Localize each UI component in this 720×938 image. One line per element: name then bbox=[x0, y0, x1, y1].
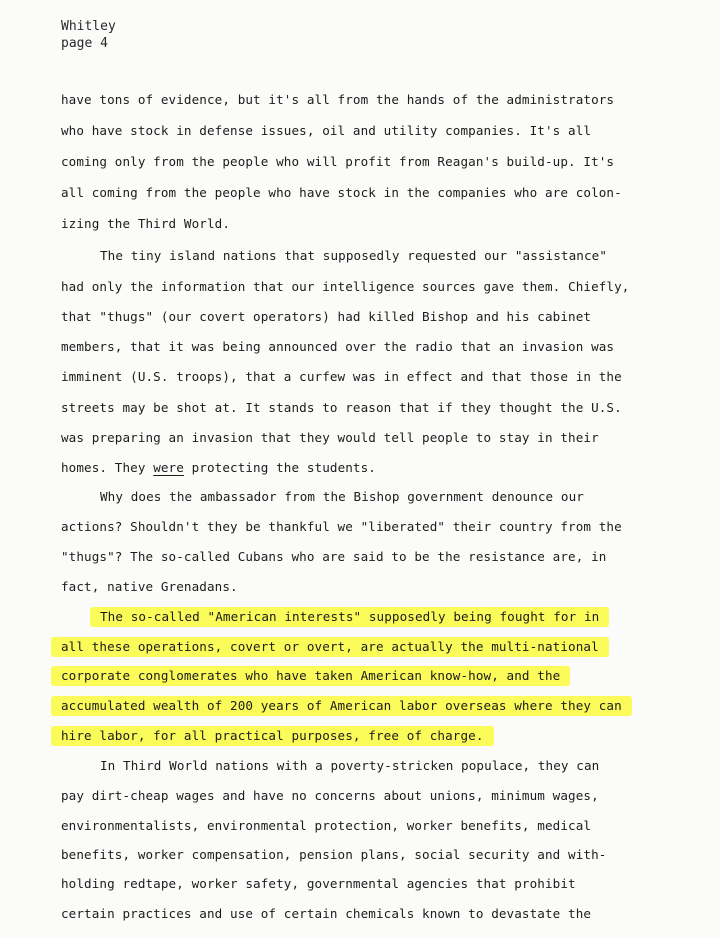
text-line: imminent (U.S. troops), that a curfew was in effect and that those in the bbox=[61, 369, 622, 384]
highlight-mark: corporate conglomerates who have taken American know-how, and the bbox=[51, 666, 570, 686]
text-line: environmentalists, environmental protection, worker benefits, medical bbox=[61, 818, 592, 833]
highlight-mark: accumulated wealth of 200 years of American labor overseas where they can bbox=[51, 696, 632, 716]
text-line: coming only from the people who will profit from Reagan's build-up. It's bbox=[61, 154, 615, 169]
text-line: had only the information that our intelligence sources gave them. Chiefly, bbox=[61, 279, 630, 294]
paragraph-start-line: In Third World nations with a poverty-stricken populace, they can bbox=[100, 758, 600, 773]
underlined-word: were bbox=[153, 460, 184, 475]
highlight-mark: hire labor, for all practical purposes, free of charge. bbox=[51, 726, 494, 746]
text-line: certain practices and use of certain chemicals known to devastate the bbox=[61, 906, 592, 921]
text-line: all coming from the people who have stock in the companies who are colon- bbox=[61, 185, 622, 200]
highlighted-line bbox=[100, 608, 609, 626]
text-line: actions? Shouldn't they be thankful we "liberated" their country from the bbox=[61, 519, 622, 534]
page-number: page 4 bbox=[61, 36, 108, 51]
text-line: who have stock in defense issues, oil and utility companies. It's all bbox=[61, 123, 592, 138]
text-line: was preparing an invasion that they would tell people to stay in their bbox=[61, 430, 599, 445]
text-line: fact, native Grenadans. bbox=[61, 579, 238, 594]
author-name: Whitley bbox=[61, 19, 116, 34]
text-line: streets may be shot at. It stands to reason that if they thought the U.S. bbox=[61, 400, 622, 415]
paragraph-start-line: Why does the ambassador from the Bishop government denounce our bbox=[100, 489, 584, 504]
text-line: members, that it was being announced over the radio that an invasion was bbox=[61, 339, 615, 354]
highlight-mark: all these operations, covert or overt, are actually the multi-national bbox=[51, 637, 609, 657]
highlighted-line bbox=[61, 638, 609, 656]
highlighted-line bbox=[61, 727, 494, 745]
text-line: have tons of evidence, but it's all from the hands of the administrators bbox=[61, 92, 615, 107]
text-line: pay dirt-cheap wages and have no concerns about unions, minimum wages, bbox=[61, 788, 599, 803]
text-segment: homes. They bbox=[61, 460, 154, 475]
text-segment: protecting the students. bbox=[183, 460, 376, 475]
text-line: "thugs"? The so-called Cubans who are said to be the resistance are, in bbox=[61, 549, 607, 564]
highlight-mark: The so-called "American interests" supposedly being fought for in bbox=[90, 607, 609, 627]
paragraph-start-line: The tiny island nations that supposedly requested our "assistance" bbox=[100, 248, 608, 263]
text-line: that "thugs" (our covert operators) had killed Bishop and his cabinet bbox=[61, 309, 592, 324]
text-line-with-underline bbox=[61, 459, 376, 477]
text-line: izing the Third World. bbox=[61, 216, 231, 231]
highlighted-line bbox=[61, 697, 632, 715]
text-line: benefits, worker compensation, pension plans, social security and with- bbox=[61, 847, 607, 862]
text-line: holding redtape, worker safety, governmental agencies that prohibit bbox=[61, 876, 576, 891]
highlighted-line bbox=[61, 667, 570, 685]
